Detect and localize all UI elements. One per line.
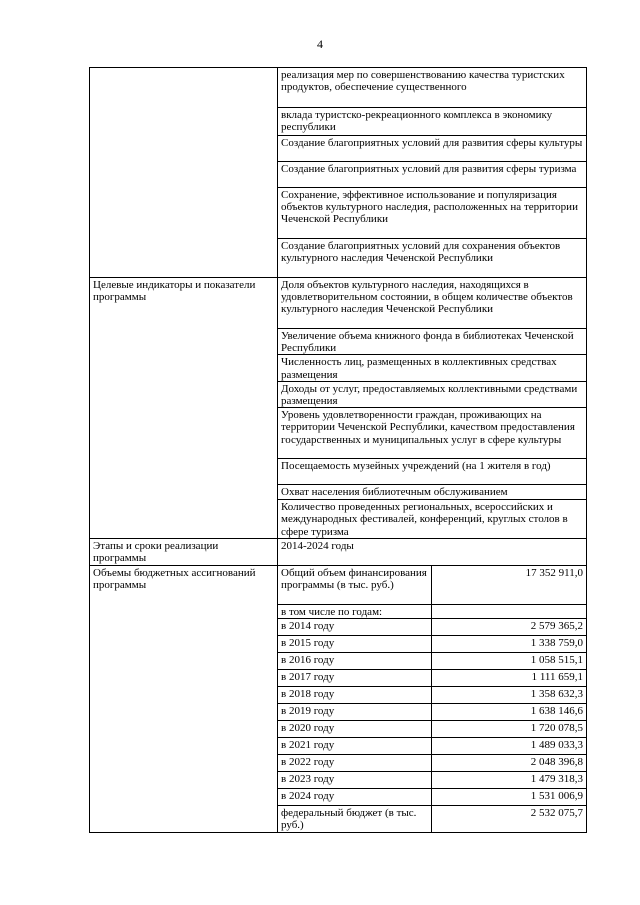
tasks-label-cell [90, 68, 278, 278]
year-label: в 2018 году [278, 686, 432, 703]
year-label: в 2017 году [278, 669, 432, 686]
task-item: Создание благоприятных условий для сохранения объектов культурного наследия Чеченской Республики [278, 239, 587, 278]
by-years-empty [432, 604, 587, 618]
year-label: в 2022 году [278, 754, 432, 771]
indicator-item: Увеличение объема книжного фонда в библиотеках Чеченской Республики [278, 329, 587, 355]
indicator-item: Доля объектов культурного наследия, находящихся в удовлетворительном состоянии, в общем количестве объектов культурного наследия Чеченской Республики [278, 278, 587, 329]
year-value: 1 489 033,3 [432, 737, 587, 754]
indicator-item: Доходы от услуг, предоставляемых коллективными средствами размещения [278, 381, 587, 407]
year-label: в 2016 году [278, 652, 432, 669]
indicator-item: Численность лиц, размещенных в коллективных средствах размещения [278, 355, 587, 381]
year-value: 2 579 365,2 [432, 618, 587, 635]
year-value: 1 338 759,0 [432, 635, 587, 652]
year-value: 1 531 006,9 [432, 788, 587, 805]
program-passport-table [89, 67, 587, 833]
year-value: 1 720 078,5 [432, 720, 587, 737]
year-label: в 2019 году [278, 703, 432, 720]
year-value: 2 048 396,8 [432, 754, 587, 771]
year-value: 1 111 659,1 [432, 669, 587, 686]
total-funding-value: 17 352 911,0 [432, 565, 587, 604]
year-label: в 2014 году [278, 618, 432, 635]
indicator-item: Количество проведенных региональных, всероссийских и международных фестивалей, конференций, круглых столов в сфере туризма [278, 500, 587, 539]
indicator-item: Уровень удовлетворенности граждан, проживающих на территории Чеченской Республики, качеством предоставления государственных и муниципальных услуг в сфере культуры [278, 408, 587, 459]
year-label: в 2020 году [278, 720, 432, 737]
budget-label: Объемы бюджетных ассигнований программы [90, 565, 278, 832]
task-item: Сохранение, эффективное использование и популяризация объектов культурного наследия, расположенных на территории Чеченской Республики [278, 188, 587, 239]
table-row [90, 539, 587, 565]
task-item: Создание благоприятных условий для развития сферы туризма [278, 162, 587, 188]
task-item: вклада туристско-рекреационного комплекса в экономику республики [278, 108, 587, 136]
task-item: Создание благоприятных условий для развития сферы культуры [278, 136, 587, 162]
year-label: в 2023 году [278, 771, 432, 788]
indicator-item: Посещаемость музейных учреждений (на 1 жителя в год) [278, 459, 587, 485]
table-row [90, 278, 587, 329]
year-value: 1 058 515,1 [432, 652, 587, 669]
total-funding-label: Общий объем финансирования программы (в тыс. руб.) [278, 565, 432, 604]
federal-budget-value: 2 532 075,7 [432, 805, 587, 832]
table-row [90, 68, 587, 108]
year-label: в 2021 году [278, 737, 432, 754]
year-label: в 2015 году [278, 635, 432, 652]
stages-value: 2014-2024 годы [278, 539, 587, 565]
by-years-label: в том числе по годам: [278, 604, 432, 618]
page-number: 4 [317, 37, 323, 51]
year-value: 1 358 632,3 [432, 686, 587, 703]
indicators-label: Целевые индикаторы и показатели программы [90, 278, 278, 539]
table-row [90, 565, 587, 604]
federal-budget-label: федеральный бюджет (в тыс. руб.) [278, 805, 432, 832]
indicator-item: Охват населения библиотечным обслуживанием [278, 485, 587, 500]
year-value: 1 479 318,3 [432, 771, 587, 788]
task-item: реализация мер по совершенствованию качества туристских продуктов, обеспечение существенного [278, 68, 587, 108]
stages-label: Этапы и сроки реализации программы [90, 539, 278, 565]
year-label: в 2024 году [278, 788, 432, 805]
year-value: 1 638 146,6 [432, 703, 587, 720]
